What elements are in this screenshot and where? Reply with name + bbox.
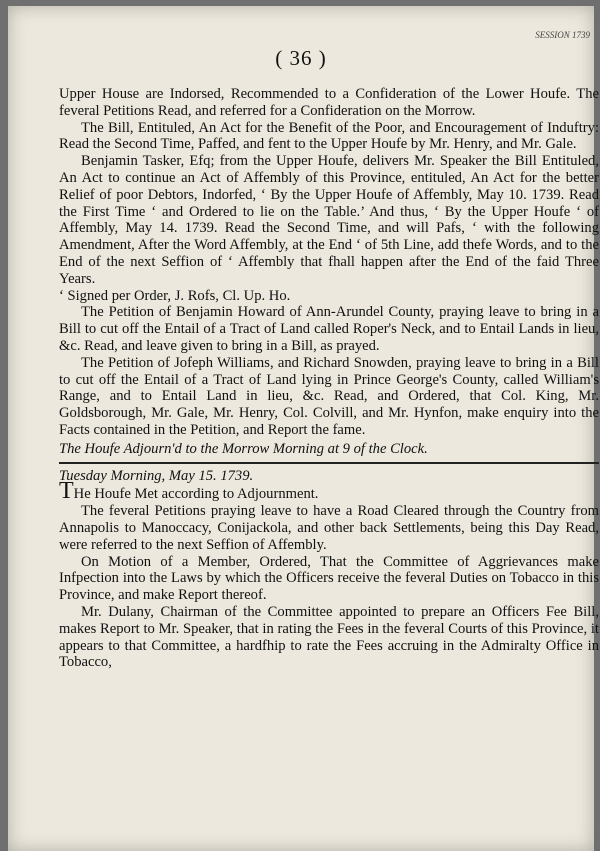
paragraph-9: Mr. Dulany, Chairman of the Committee appointed to prepare an Officers Fee Bill, makes Report to Mr. Speaker, that in rating the Fees in the feveral Courts of this Province, it appears to that Committee, a hardfhip to rate the Fees accruing in the Admiralty Office in Tobacco, [59,603,599,671]
date-heading [59,468,599,485]
drop-cap: T [59,478,74,505]
paragraph-7: The feveral Petitions praying leave to have a Road Cleared through the Country from Annapolis to Manoccacy, Conijackola, and other back Settlements, being this Day Read, were referred to the next Seffion of Affembly. [59,503,599,553]
page-number: ( 36 ) [275,46,327,70]
paragraph-2: The Bill, Entituled, An Act for the Benefit of the Poor, and Encouragement of Induftry: Read the Second Time, Paffed, and fent to the Upper Houfe by Mr. Henry, and Mr. Gale. [59,119,599,153]
paragraph-5: The Petition of Jofeph Williams, and Richard Snowden, praying leave to bring in a Bill to cut off the Entail of a Tract of Land lying in Prince George's County, called William's Range, and to Entail Land in lieu, &c. Read, and Ordered, that Col. King, Mr. Goldsborough, Mr. Gale, Mr. Henry, Col. Colvill, and Mr. Hynfon, make enquiry into the Facts contained in the Petition, and Report the fame. [59,354,599,438]
paragraph-1: Upper House are Indorsed, Recommended to a Confideration of the Lower Houfe. The feveral Petitions Read, and referred for a Confideration on the Morrow. [59,86,599,119]
paragraph-6 [59,478,599,505]
document-page [8,6,599,851]
body-text [59,86,599,671]
signature-line: ‘ Signed per Order, J. Rofs, Cl. Up. Ho. [59,287,291,304]
adjournment-line: The Houfe Adjourn'd to the Morrow Morning at 9 of the Clock. [59,440,428,457]
paragraph-8: On Motion of a Member, Ordered, That the Committee of Aggrievances make Infpection into the Laws by which the Officers receive the feveral Duties on Tobacco in this Province, and make Report thereof. [59,553,599,604]
paragraph-6-text: He Houfe Met according to Adjournment. [73,486,319,503]
paragraph-3: Benjamin Tasker, Efq; from the Upper Houfe, delivers Mr. Speaker the Bill Entituled, An Act to continue an Act of Affembly of this Province, entituled, An Act for the better Relief of poor Debtors, Indorfed, ‘ By the Upper Houfe of Affembly, May 10. 1739. Read the First Time ‘ and Ordered to lie on the Table.’ And thus, ‘ By the Upper Houfe ‘ of Affembly, May 14. 1739. Read the Second Time, and will Pafs, ‘ with the following Amendment, After the Word Affembly, at the End ‘ of 5th Line, add thefe Words, and to the End of the next Seffion of ‘ Affembly that fhall happen after the End of the faid Three Years. [59,153,599,287]
date-heading-text: Tuesday Morning, May 15. 1739. [59,467,254,484]
running-head: SESSION 1739 [535,30,590,40]
paragraph-4: The Petition of Benjamin Howard of Ann-Arundel County, praying leave to bring in a Bill to cut off the Entail of a Tract of Land called Roper's Neck, and to Entail Lands in lieu, &c. Read, and leave given to bring in a Bill, as prayed. [59,304,599,354]
section-rule [59,462,599,464]
